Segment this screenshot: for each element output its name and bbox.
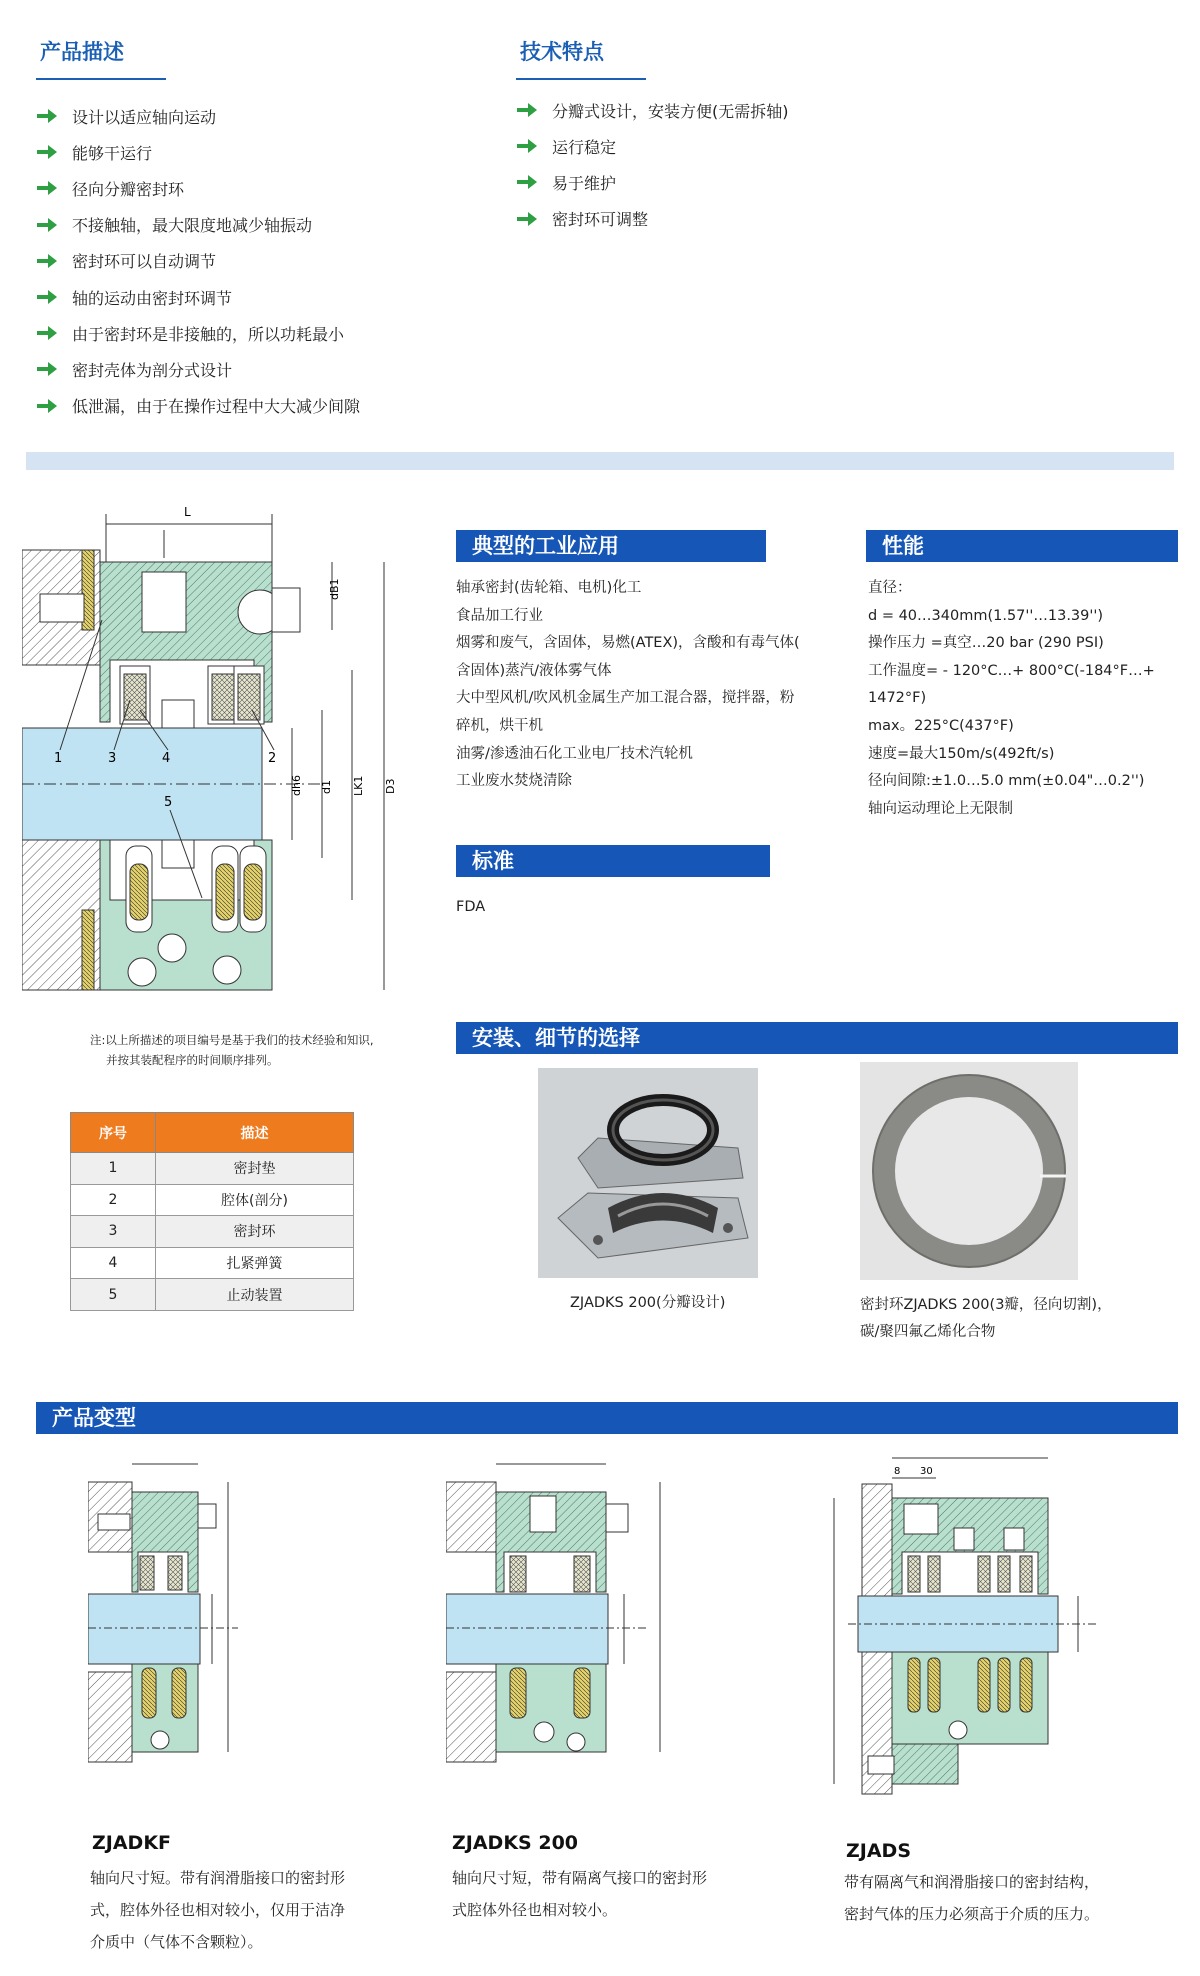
text-line: 轴承密封(齿轮箱、电机)化工 bbox=[456, 580, 642, 596]
text-line: 烟雾和废气，含固体，易燃(ATEX)，含酸和有毒气体( bbox=[456, 635, 800, 652]
variant-zjadks200-drawing bbox=[446, 1452, 696, 1772]
part-number: 3 bbox=[71, 1216, 156, 1248]
product-description-title: 产品描述 bbox=[40, 40, 124, 64]
variant-name: ZJADS bbox=[846, 1840, 912, 1862]
variant-name: ZJADKF bbox=[92, 1832, 172, 1854]
photo2-caption: 密封环ZJADKS 200(3瓣，径向切割)， 碳/聚四氟乙烯化合物 bbox=[860, 1297, 1112, 1340]
applications-text bbox=[456, 575, 836, 796]
title-underline bbox=[36, 78, 166, 80]
text-line: 1472°F) bbox=[868, 690, 927, 707]
feature-item bbox=[36, 315, 360, 351]
part-label-2: 2 bbox=[268, 751, 277, 766]
feature-text: 能够干运行 bbox=[72, 143, 153, 163]
text-line: 油雾/渗透油石化工业电厂技术汽轮机 bbox=[456, 745, 693, 762]
variant-zjadkf-drawing bbox=[88, 1452, 308, 1772]
feature-item bbox=[516, 164, 789, 200]
text-line: 工作温度= - 120°C…+ 800°C(-184°F…+ bbox=[868, 662, 1155, 679]
variant-description bbox=[452, 1862, 707, 1926]
feature-item bbox=[36, 351, 360, 387]
feature-text: 径向分瓣密封环 bbox=[72, 179, 185, 199]
variants-header: 产品变型 bbox=[36, 1402, 1178, 1434]
performance-text bbox=[868, 575, 1178, 823]
text-line: 密封气体的压力必须高于介质的压力。 bbox=[844, 1905, 1100, 1923]
text-line: d = 40…340mm(1.57''…13.39'') bbox=[868, 607, 1104, 624]
feature-text: 运行稳定 bbox=[552, 137, 617, 157]
product-description-list bbox=[36, 98, 360, 424]
feature-text: 不接触轴，最大限度地减少轴振动 bbox=[72, 216, 313, 236]
text-line: 介质中（气体不含颗粒）。 bbox=[90, 1933, 263, 1951]
text-line: 式腔体外径也相对较小。 bbox=[452, 1901, 618, 1919]
dim-D3: D3 bbox=[384, 778, 397, 794]
photo1-caption: ZJADKS 200(分瓣设计) bbox=[570, 1295, 726, 1311]
text-line: 食品加工行业 bbox=[456, 607, 543, 624]
feature-item bbox=[516, 128, 789, 164]
text-line: 轴向尺寸短。带有润滑脂接口的密封形 bbox=[90, 1869, 346, 1887]
installation-header: 安装、细节的选择 bbox=[456, 1022, 1178, 1054]
parts-table bbox=[70, 1112, 354, 1311]
feature-text: 设计以适应轴向运动 bbox=[72, 107, 217, 127]
part-description: 密封环 bbox=[156, 1216, 354, 1248]
green-arrow-icon bbox=[36, 288, 58, 306]
table-row bbox=[71, 1247, 354, 1279]
green-arrow-icon bbox=[36, 143, 58, 161]
green-arrow-icon bbox=[36, 252, 58, 270]
table-row bbox=[71, 1153, 354, 1185]
table-row bbox=[71, 1216, 354, 1248]
feature-text: 密封环可以自动调节 bbox=[72, 252, 217, 272]
dim-dB1: dB1 bbox=[328, 578, 341, 600]
feature-item bbox=[36, 170, 360, 206]
green-arrow-icon bbox=[516, 137, 538, 155]
feature-item bbox=[36, 134, 360, 170]
parts-header-no: 序号 bbox=[71, 1113, 156, 1153]
green-arrow-icon bbox=[516, 101, 538, 119]
green-arrow-icon bbox=[36, 324, 58, 342]
variant-name: ZJADKS 200 bbox=[452, 1832, 579, 1854]
part-description: 扎紧弹簧 bbox=[156, 1247, 354, 1279]
text-line: max。225°C(437°F) bbox=[868, 717, 1014, 734]
text-line: 含固体)蒸汽/液体雾气体 bbox=[456, 662, 612, 679]
feature-text: 密封壳体为剖分式设计 bbox=[72, 360, 233, 380]
feature-item bbox=[36, 279, 360, 315]
green-arrow-icon bbox=[36, 179, 58, 197]
green-arrow-icon bbox=[36, 216, 58, 234]
dim-L: L bbox=[184, 505, 191, 519]
section-divider bbox=[26, 452, 1174, 470]
text-line: 操作压力 =真空…20 bar (290 PSI) bbox=[868, 635, 1104, 652]
part-label-1: 1 bbox=[54, 751, 63, 766]
seal-ring-photo bbox=[860, 1062, 1078, 1280]
text-line: 速度=最大150m/s(492ft/s) bbox=[868, 745, 1055, 762]
part-number: 4 bbox=[71, 1247, 156, 1279]
feature-item bbox=[36, 243, 360, 279]
part-description: 密封垫 bbox=[156, 1153, 354, 1185]
feature-text: 轴的运动由密封环调节 bbox=[72, 288, 233, 308]
standards-value: FDA bbox=[456, 899, 486, 915]
part-label-5: 5 bbox=[164, 795, 173, 810]
standards-header: 标准 bbox=[456, 845, 770, 877]
seal-cross-section-drawing bbox=[22, 500, 422, 1020]
green-arrow-icon bbox=[516, 173, 538, 191]
text-line: 径向间隙:±1.0…5.0 mm(±0.04"…0.2'') bbox=[868, 773, 1145, 790]
part-description: 止动装置 bbox=[156, 1279, 354, 1311]
green-arrow-icon bbox=[36, 107, 58, 125]
part-number: 1 bbox=[71, 1153, 156, 1185]
table-row bbox=[71, 1279, 354, 1311]
parts-header-desc: 描述 bbox=[156, 1113, 354, 1153]
feature-item bbox=[516, 201, 789, 237]
text-line: 轴向尺寸短，带有隔离气接口的密封形 bbox=[452, 1869, 708, 1887]
dim-d1: d1 bbox=[320, 780, 333, 794]
technical-features-title: 技术特点 bbox=[520, 40, 604, 64]
text-line: 大中型风机/吹风机金属生产加工混合器，搅拌器，粉 bbox=[456, 690, 795, 707]
feature-item bbox=[516, 92, 789, 128]
technical-features-list bbox=[516, 92, 789, 237]
green-arrow-icon bbox=[516, 210, 538, 228]
part-number: 5 bbox=[71, 1279, 156, 1311]
text-line: 碎机，烘干机 bbox=[456, 717, 543, 734]
numbering-note: 注:以上所描述的项目编号是基于我们的技术经验和知识, 并按其装配程序的时间顺序排列。 bbox=[90, 1033, 374, 1067]
text-line: 工业废水焚烧清除 bbox=[456, 773, 572, 790]
text-line: 轴向运动理论上无限制 bbox=[868, 800, 1013, 817]
feature-item bbox=[36, 98, 360, 134]
text-line: 直径： bbox=[868, 580, 912, 596]
table-row bbox=[71, 1184, 354, 1216]
variant-description bbox=[90, 1862, 345, 1958]
part-label-4: 4 bbox=[162, 751, 171, 766]
dim-LK1: LK1 bbox=[352, 775, 365, 796]
feature-item bbox=[36, 207, 360, 243]
feature-text: 易于维护 bbox=[552, 173, 617, 193]
dim-8: 8 bbox=[894, 1466, 901, 1477]
variant-zjads-drawing bbox=[808, 1444, 1108, 1824]
applications-header: 典型的工业应用 bbox=[456, 530, 766, 562]
variant-description bbox=[844, 1866, 1099, 1930]
part-number: 2 bbox=[71, 1184, 156, 1216]
feature-text: 分瓣式设计，安装方便(无需拆轴) bbox=[552, 101, 789, 121]
dim-30: 30 bbox=[920, 1466, 933, 1477]
green-arrow-icon bbox=[36, 360, 58, 378]
feature-text: 低泄漏，由于在操作过程中大大减少间隙 bbox=[72, 397, 361, 417]
text-line: 式，腔体外径也相对较小，仅用于洁净 bbox=[90, 1901, 346, 1919]
dim-dh6: dh6 bbox=[290, 775, 303, 796]
green-arrow-icon bbox=[36, 397, 58, 415]
part-description: 腔体(剖分) bbox=[156, 1184, 354, 1216]
part-label-3: 3 bbox=[108, 751, 117, 766]
feature-text: 密封环可调整 bbox=[552, 210, 649, 230]
split-seal-photo bbox=[538, 1068, 758, 1278]
text-line: 带有隔离气和润滑脂接口的密封结构， bbox=[844, 1873, 1100, 1891]
performance-header: 性能 bbox=[866, 530, 1178, 562]
feature-item bbox=[36, 388, 360, 424]
title-underline bbox=[516, 78, 646, 80]
feature-text: 由于密封环是非接触的，所以功耗最小 bbox=[72, 324, 345, 344]
